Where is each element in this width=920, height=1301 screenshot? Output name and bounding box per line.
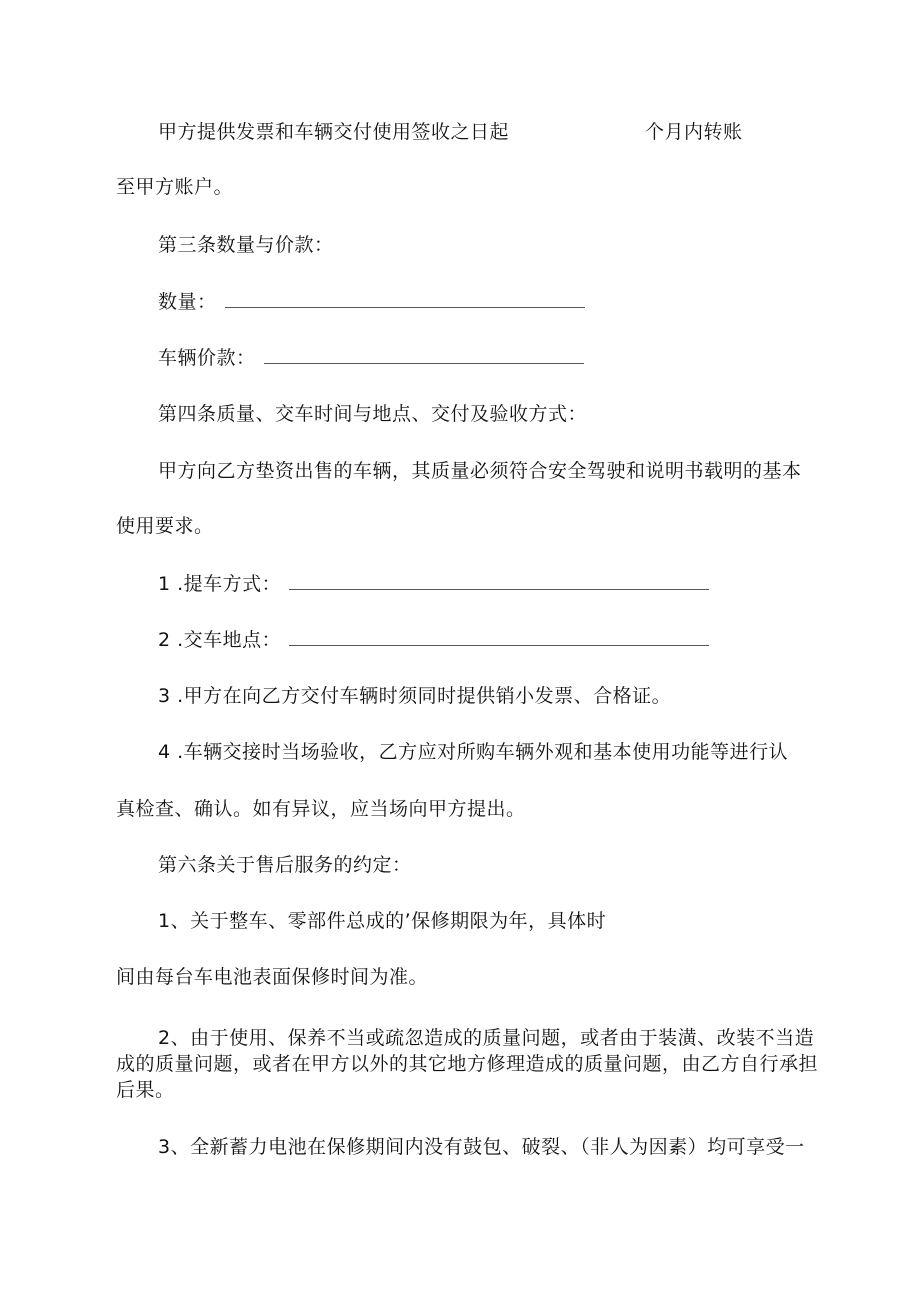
price-row bbox=[158, 346, 584, 370]
quality-line-a bbox=[158, 459, 802, 483]
quantity-row bbox=[158, 290, 585, 314]
payment-term-line bbox=[158, 120, 509, 144]
item-2-label: 2 .交车地点： bbox=[158, 629, 282, 651]
payment-term-line-c bbox=[116, 175, 233, 199]
price-label: 车辆价款： bbox=[158, 347, 256, 369]
service-2-text: 2、由于使用、保养不当或疏忽造成的质量问题，或者由于装潢、改装不当造成的质量问题，或者在甲方以外的其它地方修理造成的质量问题，由乙方自行承担后果。 bbox=[116, 1027, 819, 1101]
payment-term-line-b bbox=[645, 120, 743, 144]
quality-line-b bbox=[116, 514, 214, 538]
service-1-text-a: 1、关于整车、零部件总成的’保修期限为年，具体时 bbox=[158, 910, 607, 932]
price-blank[interactable] bbox=[264, 349, 584, 364]
quality-text-b: 使用要求。 bbox=[116, 515, 214, 537]
service-3-text: 3、全新蓄力电池在保修期间内没有鼓包、破裂、（非人为因素）均可享受一 bbox=[158, 1136, 805, 1158]
article-6-title bbox=[158, 853, 412, 877]
quantity-blank[interactable] bbox=[225, 293, 585, 308]
service-1-line-a bbox=[158, 909, 606, 933]
item-1-label: 1 .提车方式： bbox=[158, 573, 282, 595]
service-3-line bbox=[158, 1135, 805, 1159]
article-3-title bbox=[158, 233, 334, 257]
item-4-text-a: 4 .车辆交接时当场验收，乙方应对所购车辆外观和基本使用功能等进行认 bbox=[158, 741, 789, 763]
article-4-title-text: 第四条质量、交车时间与地点、交付及验收方式： bbox=[158, 403, 588, 425]
quantity-label: 数量： bbox=[158, 291, 217, 313]
article-6-title-text: 第六条关于售后服务的约定： bbox=[158, 854, 412, 876]
payment-term-text-b: 个月内转账 bbox=[645, 121, 743, 143]
payment-term-text-a: 甲方提供发票和车辆交付使用签收之日起 bbox=[158, 121, 510, 143]
delivery-location-blank[interactable] bbox=[289, 631, 709, 646]
item-4-text-b: 真检查、确认。如有异议，应当场向甲方提出。 bbox=[116, 798, 526, 820]
service-1-text-b: 间由每台车电池表面保修时间为准。 bbox=[116, 966, 429, 988]
service-1-line-b bbox=[116, 965, 428, 989]
article-4-title bbox=[158, 402, 587, 426]
payment-term-text-c: 至甲方账户。 bbox=[116, 176, 234, 198]
item-4-line-a bbox=[158, 740, 788, 764]
item-2-row bbox=[158, 628, 709, 652]
item-1-row bbox=[158, 572, 709, 596]
service-2-paragraph bbox=[116, 1025, 826, 1103]
quality-text-a: 甲方向乙方垫资出售的车辆，其质量必须符合安全驾驶和说明书载明的基本 bbox=[158, 460, 802, 482]
item-3-row bbox=[158, 684, 671, 708]
pickup-method-blank[interactable] bbox=[289, 575, 709, 590]
article-3-title-text: 第三条数量与价款： bbox=[158, 234, 334, 256]
item-4-line-b bbox=[116, 797, 526, 821]
item-3-text: 3 .甲方在向乙方交付车辆时须同时提供销小发票、合格证。 bbox=[158, 685, 672, 707]
